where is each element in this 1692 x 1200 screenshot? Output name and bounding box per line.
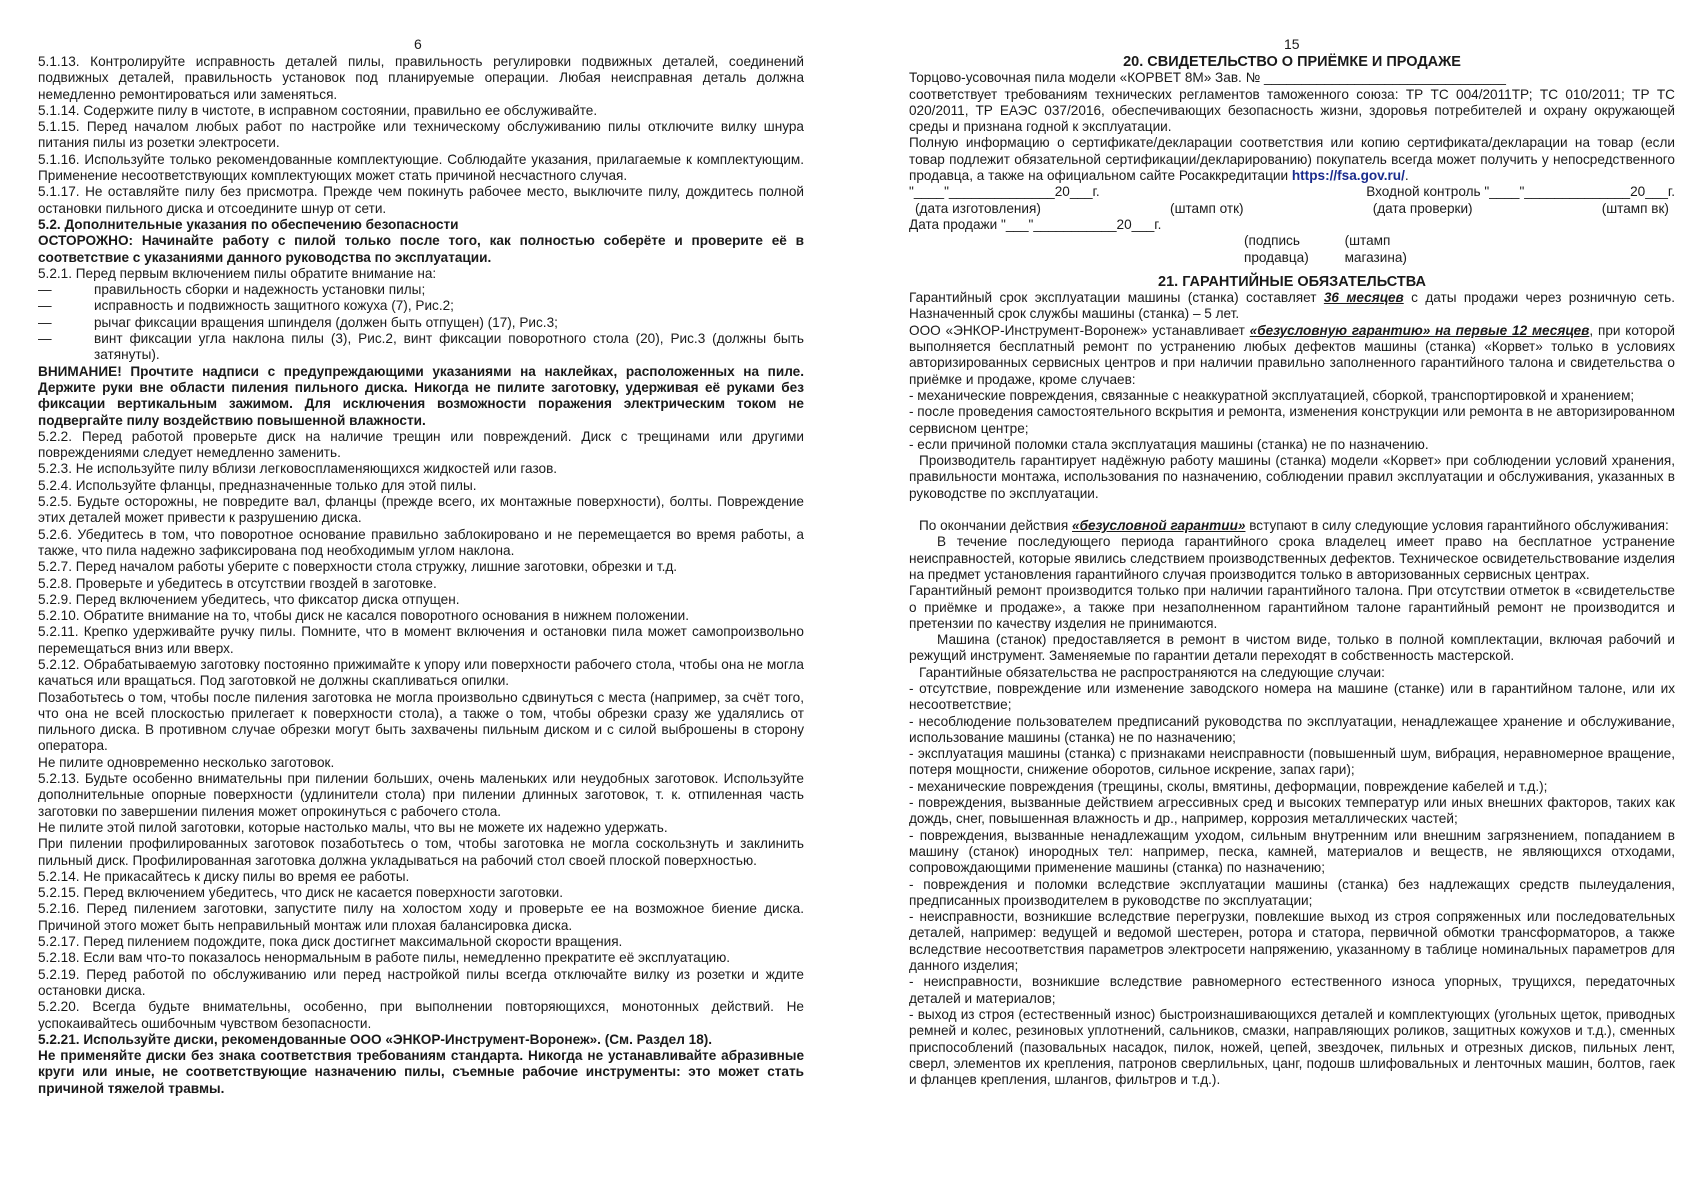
cert-line: Торцово-усовочная пила модели «КОРВЕТ 8М» Зав. № ________________________________	[909, 70, 1506, 86]
list-item: - несоблюдение пользователем предписаний руководства по эксплуатации, ненадлежащее хранение и обслуживание, использование машины (станка) не по назначению;	[909, 713, 1675, 745]
list-item: - повреждения, вызванные действием агрессивных сред и высоких температур или иных внешних факторов, таких как дождь, снег, повышенная влажность и др., например, коррозия металлических частей;	[909, 795, 1675, 827]
form-label: (штамп магазина)	[1344, 233, 1407, 265]
paragraph: Не пилите этой пилой заготовки, которые настолько малы, что вы не можете их надежно удержать.	[38, 819, 668, 835]
paragraph: 5.2.9. Перед включением убедитесь, что фиксатор диска отпущен.	[38, 591, 460, 607]
paragraph: - если причиной поломки стала эксплуатация машины (станка) не по назначению.	[909, 436, 1429, 452]
page-number-right: 15	[1284, 36, 1300, 52]
paragraph: 5.2.17. Перед пилением подождите, пока диск достигнет максимальной скорости вращения.	[38, 934, 623, 950]
manufacture-date-field: "____"______________20___г.	[909, 184, 1100, 200]
list-item: - механические повреждения (трещины, сколы, вмятины, деформации, повреждение кабелей и т.д.);	[909, 778, 1548, 794]
list-item: — исправность и подвижность защитного кожуха (7), Рис.2;	[38, 298, 454, 314]
list-item: — правильность сборки и надежность установки пилы;	[38, 282, 426, 298]
paragraph: 5.2.10. Обратите внимание на то, чтобы диск не касался поворотного основания в нижнем положении.	[38, 608, 689, 624]
cert-line: Полную информацию о сертификате/декларации соответствия или копию сертификата/декларации на товар (если товар подлежит обязательной сертификации/декларированию) покупатель всегда может получить у непосредственного продавца, а также на официальном сайте Росаккредитации https://fsa.gov.ru/.	[909, 135, 1675, 184]
paragraph: 5.2.12. Обрабатываемую заготовку постоянно прижимайте к упору или поверхности рабочего стола, чтобы она не могла качаться или вращаться. Под заготовкой не должны скапливаться опилки.	[38, 656, 804, 689]
cert-line: соответствует требованиям технических регламентов таможенного союза: ТР ТС 004/2011ТР; ТС 010/2011; ТР ТС 020/2011, ТР ЕАЭС 037/2016, обеспечивающих безопасность жизни, здоровья потребителей и охрану окружающей среды и признана годной к эксплуатации.	[909, 86, 1675, 135]
paragraph: В течение последующего периода гарантийного срока владелец имеет право на бесплатное устранение неисправностей, которые явились следствием производственных дефектов. Техническое освидетельствование изделия на предмет установления гарантийного случая производится только в авторизованных сервисных центрах.	[909, 534, 1675, 582]
paragraph: 5.1.15. Перед началом любых работ по настройке или техническому обслуживанию пилы отключите вилку шнура питания пилы из розетки электросети.	[38, 119, 804, 151]
paragraph: 5.2.20. Всегда будьте внимательны, особенно, при выполнении повторяющихся, монотонных действий. Не успокаивайтесь ошибочным чувством безопасности.	[38, 999, 804, 1031]
paragraph: 5.2.19. Перед работой по обслуживанию или перед настройкой пилы всегда отключайте вилку из розетки и ждите остановки диска.	[38, 966, 804, 998]
paragraph: Гарантийный ремонт производится только при наличии гарантийного талона. При отсутствии отметок в «свидетельстве о приёмке и продаже», а также при незаполненном гарантийном талоне гарантийный ремонт не производится и претензии по качеству изделия не принимаются.	[909, 583, 1675, 631]
warning-text: Не применяйте диски без знака соответствия требованиям стандарта. Никогда не устанавливайте абразивные круги или иные, не соответствующие назначению пилы, съемные рабочие инструменты: это может стать причиной тяжелой травмы.	[38, 1048, 804, 1096]
paragraph: Гарантийные обязательства не распространяются на следующие случаи:	[919, 664, 1385, 680]
paragraph: 5.2.8. Проверьте и убедитесь в отсутствии гвоздей в заготовке.	[38, 575, 437, 591]
paragraph: 5.2.3. Не используйте пилу вблизи легковоспламеняющихся жидкостей или газов.	[38, 461, 558, 477]
list-item: — рычаг фиксации вращения шпинделя (должен быть отпущен) (17), Рис.3;	[38, 314, 558, 330]
section-title: 20. СВИДЕТЕЛЬСТВО О ПРИЁМКЕ И ПРОДАЖЕ	[1123, 54, 1461, 70]
paragraph: 5.2.1. Перед первым включением пилы обратите внимание на:	[38, 265, 437, 281]
form-row	[909, 184, 1675, 200]
fsa-link[interactable]: https://fsa.gov.ru/	[1291, 168, 1405, 184]
section-title: 5.2. Дополнительные указания по обеспечению безопасности	[38, 216, 459, 232]
paragraph: 5.1.13. Контролируйте исправность деталей пилы, правильность регулировки подвижных деталей, соединений подвижных деталей, правильность установок под планируемые операции. Любая неисправная деталь должна немедленно ремонтироваться или заменяться.	[38, 54, 804, 102]
paragraph: По окончании действия «безусловной гарантии» вступают в силу следующие условия гарантийного обслуживания:	[919, 518, 1669, 534]
list-item: - неисправности, возникшие вследствие равномерного естественного износа упорных, трущихся, передаточных деталей и материалов;	[909, 974, 1675, 1006]
paragraph: 5.2.16. Перед пилением заготовки, запустите пилу на холостом ходу и проверьте ее на возможное биение диска. Причиной этого может быть неправильный монтаж или плохая балансировка диска.	[38, 901, 804, 933]
list-item: - повреждения, вызванные ненадлежащим уходом, сильным внутренним или внешним загрязнением, попаданием в машину (станок) инородных тел: например, песка, камней, материалов и веществ, не являющихся отходами, сопровождающими применение машины (станка) по назначению;	[909, 827, 1675, 876]
form-label: (дата проверки)	[1372, 200, 1473, 216]
paragraph: 5.2.5. Будьте осторожны, не повредите вал, фланцы (прежде всего, их монтажные поверхности), болты. Повреждение этих деталей может привести к разрушению диска.	[38, 494, 804, 526]
list-item: - повреждения и поломки вследствие эксплуатации машины (станка) без надлежащих средств пылеудаления, предписанных производителем в руководстве по эксплуатации;	[909, 876, 1675, 908]
paragraph: - механические повреждения, связанные с неаккуратной эксплуатацией, сборкой, транспортировкой и хранением;	[909, 387, 1635, 403]
section-title: 5.2.21. Используйте диски, рекомендованные ООО «ЭНКОР-Инструмент-Воронеж». (См. Раздел 18).	[38, 1031, 713, 1047]
paragraph: ООО «ЭНКОР-Инструмент-Воронеж» устанавливает «безусловную гарантию» на первые 12 месяцев, при которой выполняется бесплатный ремонт по устранению любых дефектов машины (станка) «Корвет» только в условиях авторизированных сервисных центров и при наличии правильно заполненного гарантийного талона и свидетельства о приёмке и продаже, кроме случаев:	[909, 322, 1675, 387]
list-item: - выход из строя (естественный износ) быстроизнашивающихся деталей и комплектующих (угольных щеток, приводных ремней и колес, резиновых уплотнений, сальников, смазки, направляющих роликов, защитных кожухов и т.д.), сменных приспособлений (пазовальных насадок, пилок, ножей, цепей, звездочек, пильных и отрезных дисков, пильных лент, сверл, элементов их крепления, патронов сверлильных, цанг, подошв шлифовальных и ленточных машин, болтов, гаек и фланцев крепления, шлангов, фильтров и т.д.).	[909, 1006, 1675, 1088]
form-label: (штамп отк)	[1170, 200, 1244, 216]
right-page	[909, 54, 1675, 1088]
inspection-field: Входной контроль "____"______________20___г.	[1366, 184, 1675, 200]
paragraph: Машина (станок) предоставляется в ремонт в чистом виде, только в полной комплектации, включая рабочий и режущий инструмент. Заменяемые по гарантии детали переходят в собственность мастерской.	[909, 632, 1675, 664]
paragraph: При пилении профилированных заготовок позаботьтесь о том, чтобы заготовка не могла соскользнуть и заклинить пильный диск. Профилированная заготовка должна укладываться на рабочий стол своей плоской поверхностью.	[38, 836, 804, 868]
unconditional-warranty: «безусловную гарантию» на первые 12 месяцев	[1249, 322, 1590, 338]
list-item: — винт фиксации угла наклона пилы (3), Рис.2, винт фиксации поворотного стола (20), Рис.3 (должны быть затянуты).	[38, 331, 804, 363]
paragraph: 5.2.7. Перед началом работы уберите с поверхности стола стружку, лишние заготовки, обрезки и т.д.	[38, 559, 678, 575]
form-labels	[909, 201, 1675, 217]
paragraph: Позаботьтесь о том, чтобы после пиления заготовка не могла произвольно сдвинуться с места (например, за счёт того, что она не всей плоскостью прилегает к поверхности стола), а также о том, чтобы обрезки сразу же удалялись от пильного диска. В противном случае обрезки могут быть захвачены пильным диском и с силой выброшены в сторону оператора.	[38, 689, 804, 754]
paragraph: Гарантийный срок эксплуатации машины (станка) составляет 36 месяцев с даты продажи через розничную сеть. Назначенный срок службы машины (станка) – 5 лет.	[909, 290, 1675, 322]
paragraph: 5.2.2. Перед работой проверьте диск на наличие трещин или повреждений. Диск с трещинами или другими повреждениями следует немедленно заменить.	[38, 428, 804, 461]
paragraph: 5.2.6. Убедитесь в том, что поворотное основание правильно заблокировано и не перемещается во время работы, а также, что пила надежно зафиксирована под необходимым углом наклона.	[38, 526, 804, 558]
paragraph: - после проведения самостоятельного вскрытия и ремонта, изменения конструкции или ремонта в не авторизированном сервисном центре;	[909, 404, 1675, 436]
sale-date-field: Дата продажи "___"___________20___г.	[909, 216, 1162, 232]
paragraph: 5.1.14. Содержите пилу в чистоте, в исправном состоянии, правильно ее обслуживайте.	[38, 102, 598, 118]
paragraph: 5.2.15. Перед включением убедитесь, что диск не касается поверхности заготовки.	[38, 885, 563, 901]
left-page	[38, 54, 804, 1097]
section-title: 21. ГАРАНТИЙНЫЕ ОБЯЗАТЕЛЬСТВА	[1158, 273, 1426, 290]
caution-text: ОСТОРОЖНО: Начинайте работу с пилой только после того, как полностью соберёте и проверите её в соответствие с указаниями данного руководства по эксплуатации.	[38, 233, 804, 265]
paragraph: 5.2.11. Крепко удерживайте ручку пилы. Помните, что в момент включения и остановки пила может самопроизвольно перемещаться вниз или вверх.	[38, 624, 804, 656]
paragraph: 5.1.16. Используйте только рекомендованные комплектующие. Соблюдайте указания, прилагаемые к комплектующим. Применение несоответствующих комплектующих может стать причиной несчастного случая.	[38, 151, 804, 184]
paragraph: 5.2.4. Используйте фланцы, предназначенные только для этой пилы.	[38, 477, 477, 493]
paragraph: 5.2.18. Если вам что-то показалось ненормальным в работе пилы, немедленно прекратите её эксплуатацию.	[38, 950, 731, 966]
list-item: - отсутствие, повреждение или изменение заводского номера на машине (станке) или в гарантийном талоне, или их несоответствие;	[909, 680, 1675, 713]
list-item: - неисправности, возникшие вследствие перегрузки, повлекшие выход из строя сопряженных или последовательных деталей, например: ведущей и ведомой шестерен, ротора и статора, первичной обмотки трансформаторов, а также вследствие несоответствия параметров электросети напряжению, указанному в таблице номинальных параметров для данного изделия;	[909, 909, 1675, 974]
attention-text: ВНИМАНИЕ! Прочтите надписи с предупреждающими указаниями на наклейках, расположенных на пиле. Держите руки вне области пиления пильного диска. Никогда не пилите заготовку, удерживая её руками без фиксации вертикальным зажимом. Для исключения возможности поражения электрическим током не подвергайте пилу воздействию повышенной влажности.	[38, 363, 804, 428]
paragraph: 5.1.17. Не оставляйте пилу без присмотра. Прежде чем покинуть рабочее место, выключите пилу, дождитесь полной остановки пильного диска и отсоедините шнур от сети.	[38, 184, 804, 216]
form-label: (подпись продавца)	[1244, 233, 1309, 265]
paragraph: 5.2.14. Не прикасайтесь к диску пилы во время ее работы.	[38, 868, 410, 884]
paragraph: Не пилите одновременно несколько заготовок.	[38, 754, 335, 770]
form-labels	[909, 233, 1675, 266]
paragraph: 5.2.13. Будьте особенно внимательны при пилении больших, очень маленьких или неудобных заготовок. Используйте дополнительные опорные поверхности (удлинители стола) при пилении длинных заготовок, т. к. отпиленная часть заготовки по завершении пиления может опрокинуться с рабочего стола.	[38, 771, 804, 819]
page-number-left: 6	[414, 36, 422, 52]
unconditional-warranty: «безусловной гарантии»	[1072, 518, 1246, 534]
list-item: - эксплуатация машины (станка) с признаками неисправности (повышенный шум, вибрация, неравномерное вращение, потеря мощности, снижение оборотов, сильное искрение, запах гари);	[909, 746, 1675, 778]
warranty-term: 36 месяцев	[1323, 290, 1404, 306]
form-label: (штамп вк)	[1601, 200, 1669, 216]
paragraph: Производитель гарантирует надёжную работу машины (станка) модели «Корвет» при соблюдении условий хранения, правильности монтажа, использования по назначению, соблюдении правил эксплуатации и обслуживания, указанных в руководстве по эксплуатации.	[909, 453, 1675, 501]
form-label: (дата изготовления)	[915, 200, 1041, 216]
